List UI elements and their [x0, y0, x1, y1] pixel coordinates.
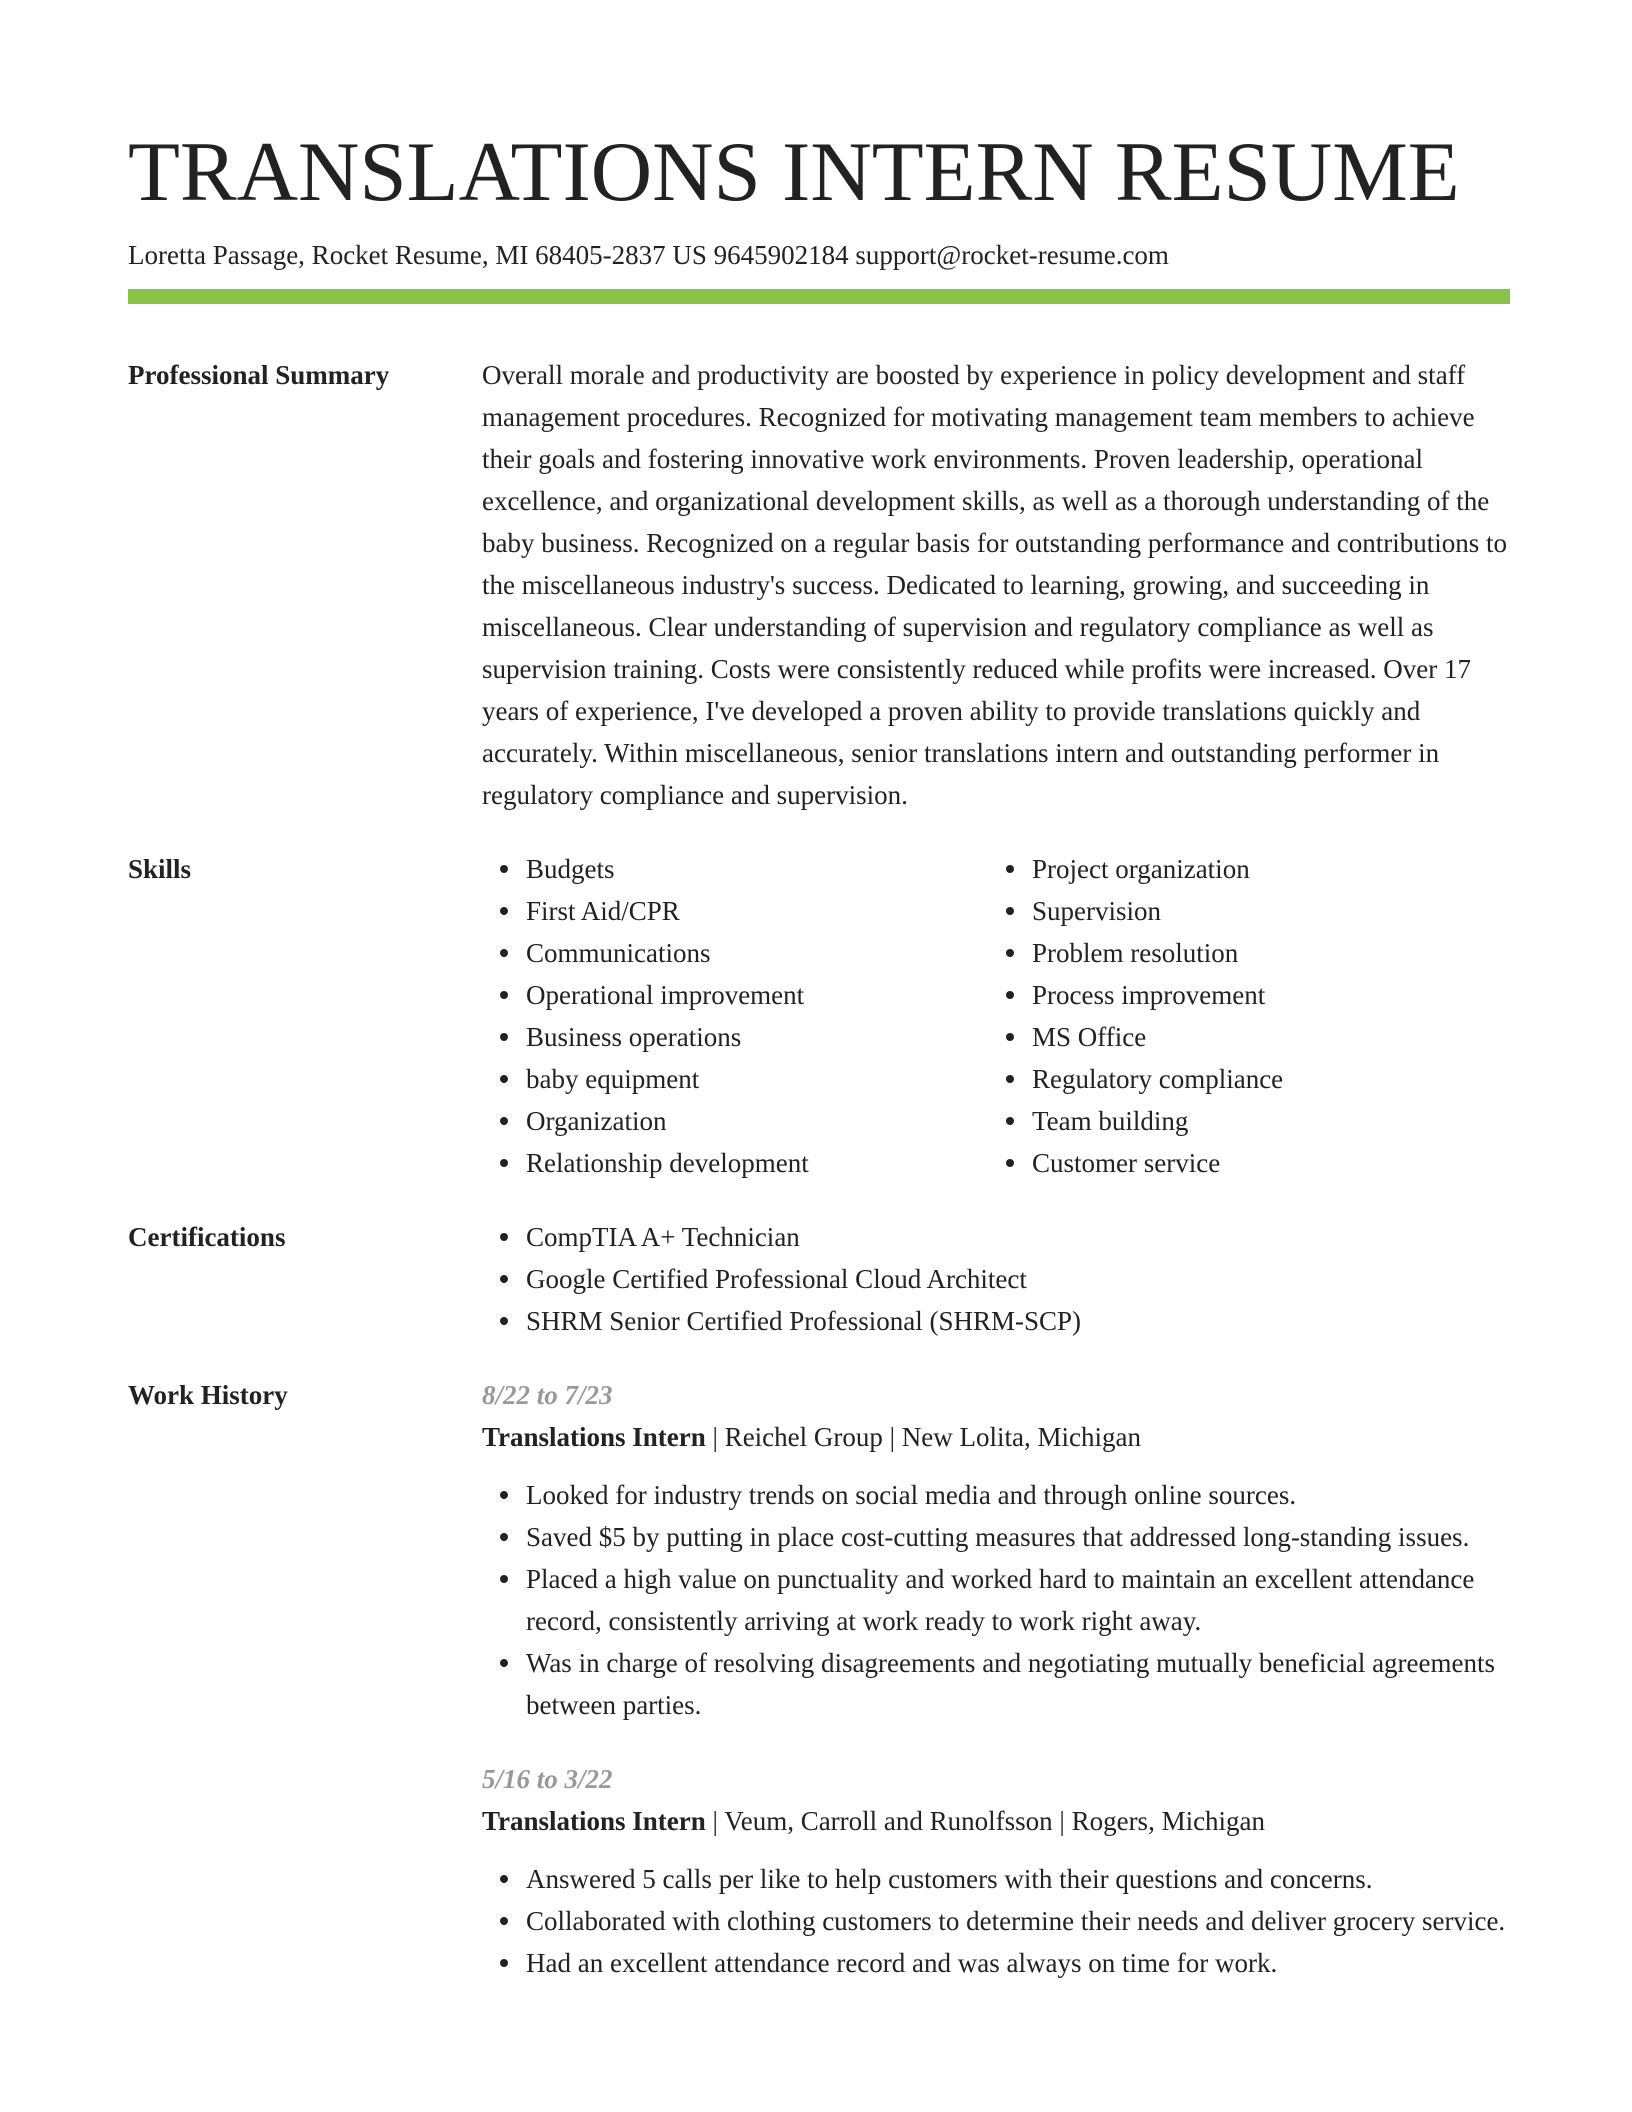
job-title: Translations Intern	[482, 1422, 706, 1452]
job-bullets	[482, 1474, 1510, 1726]
job-details: | Veum, Carroll and Runolfsson | Rogers, Michigan	[705, 1806, 1266, 1836]
skill-item: baby equipment	[482, 1058, 988, 1100]
certifications-label: Certifications	[128, 1222, 286, 1252]
skill-item: Regulatory compliance	[988, 1058, 1494, 1100]
job-date: 8/22 to 7/23	[482, 1380, 613, 1410]
skill-item: Organization	[482, 1100, 988, 1142]
contact-line: Loretta Passage, Rocket Resume, MI 68405-2837 US 9645902184 support@rocket-resume.com	[128, 240, 1169, 270]
skills-section	[128, 848, 1510, 1184]
job-bullets	[482, 1858, 1510, 1984]
job-bullet: Saved $5 by putting in place cost-cutting measures that addressed long-standing issues.	[482, 1516, 1510, 1558]
skill-item: MS Office	[988, 1016, 1494, 1058]
job-entry	[482, 1374, 1510, 1726]
certification-item: Google Certified Professional Cloud Architect	[482, 1258, 1510, 1300]
skill-item: Customer service	[988, 1142, 1494, 1184]
skills-list-left	[482, 848, 988, 1184]
certification-item: CompTIA A+ Technician	[482, 1216, 1510, 1258]
skill-item: Supervision	[988, 890, 1494, 932]
summary-section	[128, 354, 1510, 816]
job-bullet: Looked for industry trends on social media and through online sources.	[482, 1474, 1510, 1516]
job-heading	[482, 1800, 1510, 1842]
job-bullet: Answered 5 calls per like to help customers with their questions and concerns.	[482, 1858, 1510, 1900]
job-bullet: Had an excellent attendance record and was always on time for work.	[482, 1942, 1510, 1984]
job-bullet: Collaborated with clothing customers to determine their needs and deliver grocery service.	[482, 1900, 1510, 1942]
job-title: Translations Intern	[482, 1806, 706, 1836]
skill-item: Budgets	[482, 848, 988, 890]
skill-item: Operational improvement	[482, 974, 988, 1016]
work-history-section	[128, 1374, 1510, 1984]
certifications-body	[482, 1216, 1510, 1342]
certifications-list	[482, 1216, 1510, 1342]
skills-label: Skills	[128, 854, 192, 884]
accent-divider	[128, 289, 1510, 304]
job-date: 5/16 to 3/22	[482, 1764, 613, 1794]
job-details: | Reichel Group | New Lolita, Michigan	[705, 1422, 1141, 1452]
job-bullet: Placed a high value on punctuality and worked hard to maintain an excellent attendance record, consistently arriving at work ready to work right away.	[482, 1558, 1510, 1642]
skill-item: First Aid/CPR	[482, 890, 988, 932]
skill-item: Relationship development	[482, 1142, 988, 1184]
work-history-body	[482, 1374, 1510, 1984]
resume-title: TRANSLATIONS INTERN RESUME	[128, 125, 1460, 219]
skill-item: Project organization	[988, 848, 1494, 890]
skills-columns	[482, 848, 1510, 1184]
resume-page	[128, 118, 1510, 1984]
job-bullet: Was in charge of resolving disagreements and negotiating mutually beneficial agreements between parties.	[482, 1642, 1510, 1726]
job-heading	[482, 1416, 1510, 1458]
skill-item: Team building	[988, 1100, 1494, 1142]
skills-list-right	[988, 848, 1494, 1184]
skill-item: Problem resolution	[988, 932, 1494, 974]
summary-label: Professional Summary	[128, 360, 390, 390]
skill-item: Process improvement	[988, 974, 1494, 1016]
summary-text: Overall morale and productivity are boosted by experience in policy development and staff management procedures. Recognized for motivating management team members to achieve their goals and fostering innovative work environments. Proven leadership, operational excellence, and organizational development skills, as well as a thorough understanding of the baby business. Recognized on a regular basis for outstanding performance and contributions to the miscellaneous industry's success. Dedicated to learning, growing, and succeeding in miscellaneous. Clear understanding of supervision and regulatory compliance as well as supervision training. Costs were consistently reduced while profits were increased. Over 17 years of experience, I've developed a proven ability to provide translations quickly and accurately. Within miscellaneous, senior translations intern and outstanding performer in regulatory compliance and supervision.	[482, 360, 1507, 810]
certification-item: SHRM Senior Certified Professional (SHRM-SCP)	[482, 1300, 1510, 1342]
skill-item: Communications	[482, 932, 988, 974]
work-history-label: Work History	[128, 1380, 288, 1410]
skill-item: Business operations	[482, 1016, 988, 1058]
job-entry	[482, 1758, 1510, 1984]
certifications-section	[128, 1216, 1510, 1342]
